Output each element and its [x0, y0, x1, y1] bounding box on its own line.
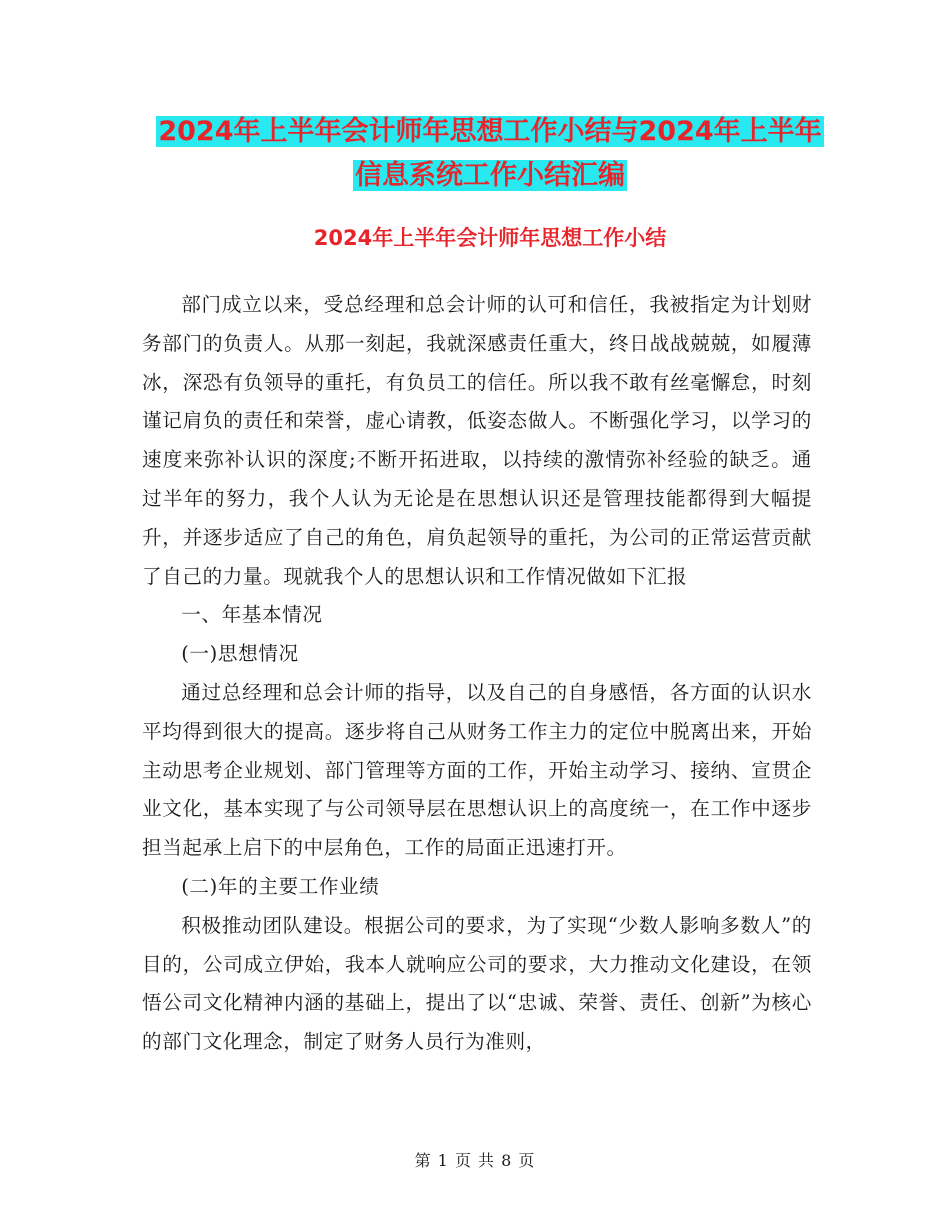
heading-thought-situation: (一)思想情况 [181, 642, 299, 666]
document-title-line-2 [140, 154, 840, 198]
document-title-line-1 [140, 110, 840, 154]
title-highlight-2: 信息系统工作小结汇编 [355, 160, 625, 191]
heading-main-achievements: (二)年的主要工作业绩 [181, 874, 380, 898]
document-body [142, 286, 812, 1062]
page-footer: 第 1 页 共 8 页 [414, 1151, 536, 1170]
paragraph-thought: 通过总经理和总会计师的指导，以及自己的自身感悟，各方面的认识水平均得到很大的提高。逐步将自己从财务工作主力的定位中脱离出来，开始主动思考企业规划、部门管理等方面的工作，开始主动学习、接纳、宣贯企业文化，基本实现了与公司领导层在思想认识上的高度统一，在工作中逐步担当起承上启下的中层角色，工作的局面正迅速打开。 [142, 680, 812, 860]
paragraph-intro: 部门成立以来，受总经理和总会计师的认可和信任，我被指定为计划财务部门的负责人。从那一刻起，我就深感责任重大，终日战战兢兢，如履薄冰，深恐有负领导的重托，有负员工的信任。所以我不敢有丝毫懈怠，时刻谨记肩负的责任和荣誉，虚心请教，低姿态做人。不断强化学习，以学习的速度来弥补认识的深度;不断开拓进取，以持续的激情弥补经验的缺乏。通过半年的努力，我个人认为无论是在思想认识还是管理技能都得到大幅提升，并逐步适应了自己的角色，肩负起领导的重托，为公司的正常运营贡献了自己的力量。现就我个人的思想认识和工作情况做如下汇报 [142, 293, 812, 588]
section-title: 2024年上半年会计师年思想工作小结 [313, 226, 667, 250]
paragraph-team-building: 积极推动团队建设。根据公司的要求，为了实现“少数人影响多数人”的目的，公司成立伊始，我本人就响应公司的要求，大力推动文化建设，在领悟公司文化精神内涵的基础上，提出了以“忠诚、荣誉、责任、创新”为核心的部门文化理念，制定了财务人员行为准则， [142, 913, 812, 1054]
heading-basic-situation: 一、年基本情况 [181, 603, 323, 627]
title-highlight-1: 2024年上半年会计师年思想工作小结与2024年上半年 [158, 116, 822, 147]
